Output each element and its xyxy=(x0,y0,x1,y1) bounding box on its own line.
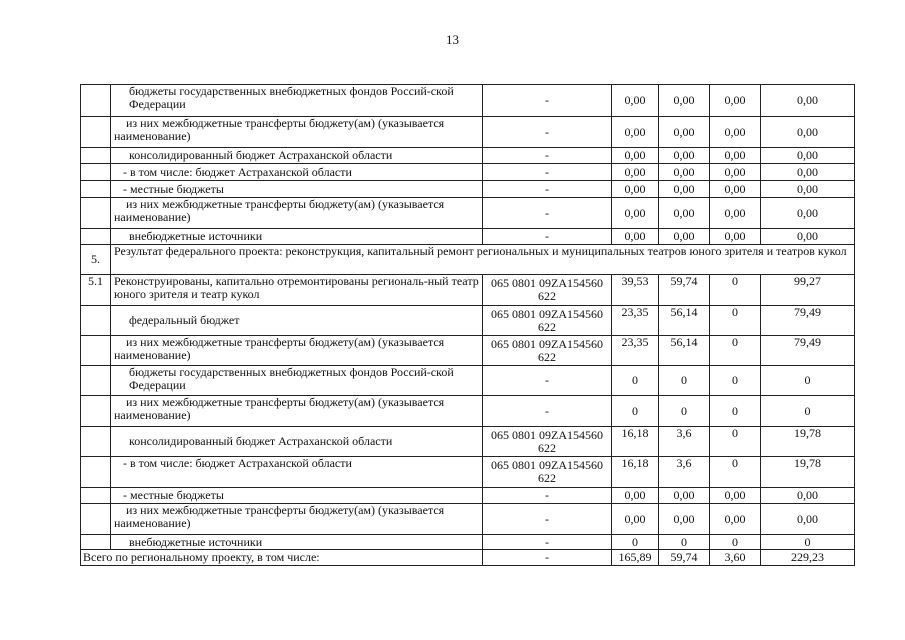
value-total: 0 xyxy=(761,396,855,427)
value-year-2: 0 xyxy=(659,535,710,550)
row-number xyxy=(81,181,111,198)
value-year-1: 0,00 xyxy=(612,164,659,181)
row-name: - в том числе: бюджет Астраханской области xyxy=(111,164,483,181)
value-year-3: 0,00 xyxy=(710,504,761,535)
row-code: 065 0801 09ZA154560 622 xyxy=(483,306,612,336)
row-code: 065 0801 09ZA154560 622 xyxy=(483,427,612,457)
total-sum: 229,23 xyxy=(761,550,855,566)
value-year-2: 0,00 xyxy=(659,148,710,164)
table-row xyxy=(81,336,855,366)
value-total: 0,00 xyxy=(761,198,855,229)
value-year-3: 0 xyxy=(710,396,761,427)
row-name: федеральный бюджет xyxy=(111,306,483,336)
value-year-3: 0 xyxy=(710,306,761,336)
value-year-2: 0,00 xyxy=(659,488,710,504)
row-name: из них межбюджетные трансферты бюджету(ам) (указывается наименование) xyxy=(111,336,483,366)
value-year-2: 0,00 xyxy=(659,229,710,245)
value-year-3: 0,00 xyxy=(710,148,761,164)
row-name: Реконструированы, капитально отремонтированы региональ-ный театр юного зрителя и театр кукол xyxy=(111,275,483,306)
row-name: внебюджетные источники xyxy=(111,535,483,550)
value-year-3: 0,00 xyxy=(710,85,761,117)
value-total: 79,49 xyxy=(761,306,855,336)
table-row xyxy=(81,366,855,396)
value-year-2: 56,14 xyxy=(659,336,710,366)
row-code: - xyxy=(483,148,612,164)
value-year-1: 0,00 xyxy=(612,504,659,535)
value-year-3: 0 xyxy=(710,275,761,306)
value-year-2: 56,14 xyxy=(659,306,710,336)
row-number xyxy=(81,229,111,245)
total-row xyxy=(81,550,855,566)
total-year-2: 59,74 xyxy=(659,550,710,566)
row-number xyxy=(81,427,111,457)
value-total: 99,27 xyxy=(761,275,855,306)
row-code: - xyxy=(483,229,612,245)
row-number xyxy=(81,535,111,550)
row-code: - xyxy=(483,488,612,504)
row-code: - xyxy=(483,396,612,427)
value-total: 19,78 xyxy=(761,427,855,457)
row-name: из них межбюджетные трансферты бюджету(ам) (указывается наименование) xyxy=(111,504,483,535)
table-row xyxy=(81,164,855,181)
row-code: - xyxy=(483,164,612,181)
total-code: - xyxy=(483,550,612,566)
row-number xyxy=(81,85,111,117)
table-row xyxy=(81,306,855,336)
value-year-3: 0,00 xyxy=(710,198,761,229)
value-year-2: 3,6 xyxy=(659,427,710,457)
row-code: - xyxy=(483,85,612,117)
total-year-3: 3,60 xyxy=(710,550,761,566)
value-year-1: 0,00 xyxy=(612,148,659,164)
table-row xyxy=(81,504,855,535)
value-total: 0,00 xyxy=(761,504,855,535)
value-year-3: 0,00 xyxy=(710,164,761,181)
value-year-2: 0 xyxy=(659,396,710,427)
value-year-1: 0 xyxy=(612,535,659,550)
section-title: Результат федерального проекта: реконструкция, капитальный ремонт региональных и муниципальных театров юного зрителя и театров кукол xyxy=(111,245,855,275)
total-year-1: 165,89 xyxy=(612,550,659,566)
table-row xyxy=(81,535,855,550)
row-name: консолидированный бюджет Астраханской области xyxy=(111,427,483,457)
value-year-1: 0,00 xyxy=(612,181,659,198)
value-year-2: 0,00 xyxy=(659,504,710,535)
table-row xyxy=(81,275,855,306)
row-number xyxy=(81,504,111,535)
row-code: - xyxy=(483,504,612,535)
row-name: внебюджетные источники xyxy=(111,229,483,245)
table-row xyxy=(81,229,855,245)
row-number xyxy=(81,198,111,229)
value-total: 0 xyxy=(761,366,855,396)
value-year-1: 39,53 xyxy=(612,275,659,306)
row-number xyxy=(81,148,111,164)
row-name: - местные бюджеты xyxy=(111,181,483,198)
row-name: из них межбюджетные трансферты бюджету(ам) (указывается наименование) xyxy=(111,117,483,148)
row-number xyxy=(81,457,111,488)
value-year-1: 0 xyxy=(612,396,659,427)
row-name: из них межбюджетные трансферты бюджету(ам) (указывается наименование) xyxy=(111,396,483,427)
value-total: 0,00 xyxy=(761,85,855,117)
row-code: 065 0801 09ZA154560 622 xyxy=(483,275,612,306)
row-number xyxy=(81,336,111,366)
value-total: 0,00 xyxy=(761,148,855,164)
value-year-3: 0 xyxy=(710,457,761,488)
value-year-1: 23,35 xyxy=(612,336,659,366)
row-code: - xyxy=(483,366,612,396)
row-code: - xyxy=(483,198,612,229)
table-row xyxy=(81,117,855,148)
row-code: - xyxy=(483,535,612,550)
value-year-3: 0,00 xyxy=(710,488,761,504)
section-row xyxy=(81,245,855,275)
row-number xyxy=(81,164,111,181)
table-row xyxy=(81,488,855,504)
value-year-2: 0,00 xyxy=(659,164,710,181)
table-row xyxy=(81,427,855,457)
value-year-2: 0,00 xyxy=(659,117,710,148)
value-year-2: 0 xyxy=(659,366,710,396)
value-year-1: 0,00 xyxy=(612,488,659,504)
value-year-3: 0,00 xyxy=(710,117,761,148)
row-code: - xyxy=(483,181,612,198)
table-row xyxy=(81,181,855,198)
table-row xyxy=(81,198,855,229)
row-number xyxy=(81,306,111,336)
row-number: 5.1 xyxy=(81,275,111,306)
value-total: 0,00 xyxy=(761,229,855,245)
row-number xyxy=(81,396,111,427)
value-year-1: 0,00 xyxy=(612,85,659,117)
row-code: 065 0801 09ZA154560 622 xyxy=(483,336,612,366)
value-total: 0,00 xyxy=(761,488,855,504)
value-year-3: 0 xyxy=(710,427,761,457)
row-number: 5. xyxy=(81,245,111,275)
value-total: 0,00 xyxy=(761,164,855,181)
value-year-2: 0,00 xyxy=(659,198,710,229)
table-row xyxy=(81,396,855,427)
value-year-1: 23,35 xyxy=(612,306,659,336)
table-row xyxy=(81,85,855,117)
value-total: 0,00 xyxy=(761,117,855,148)
value-year-3: 0 xyxy=(710,336,761,366)
table-row xyxy=(81,457,855,488)
value-year-2: 0,00 xyxy=(659,85,710,117)
value-year-3: 0,00 xyxy=(710,229,761,245)
table-row xyxy=(81,148,855,164)
value-year-1: 0 xyxy=(612,366,659,396)
value-year-3: 0,00 xyxy=(710,181,761,198)
row-name: из них межбюджетные трансферты бюджету(ам) (указывается наименование) xyxy=(111,198,483,229)
row-code: - xyxy=(483,117,612,148)
value-year-2: 59,74 xyxy=(659,275,710,306)
value-total: 0 xyxy=(761,535,855,550)
row-name: - местные бюджеты xyxy=(111,488,483,504)
row-number xyxy=(81,117,111,148)
row-number xyxy=(81,488,111,504)
value-year-2: 0,00 xyxy=(659,181,710,198)
page-number: 13 xyxy=(446,32,459,47)
value-year-1: 0,00 xyxy=(612,229,659,245)
value-year-3: 0 xyxy=(710,366,761,396)
budget-table xyxy=(80,84,855,566)
value-year-1: 0,00 xyxy=(612,198,659,229)
value-year-1: 0,00 xyxy=(612,117,659,148)
row-name: консолидированный бюджет Астраханской области xyxy=(111,148,483,164)
value-year-1: 16,18 xyxy=(612,427,659,457)
value-year-3: 0 xyxy=(710,535,761,550)
row-name: - в том числе: бюджет Астраханской области xyxy=(111,457,483,488)
value-total: 0,00 xyxy=(761,181,855,198)
value-total: 79,49 xyxy=(761,336,855,366)
row-number xyxy=(81,366,111,396)
row-name: бюджеты государственных внебюджетных фондов Россий-ской Федерации xyxy=(111,366,483,396)
row-code: 065 0801 09ZA154560 622 xyxy=(483,457,612,488)
total-label: Всего по региональному проекту, в том числе: xyxy=(81,550,483,566)
row-name: бюджеты государственных внебюджетных фондов Россий-ской Федерации xyxy=(111,85,483,117)
value-year-1: 16,18 xyxy=(612,457,659,488)
value-year-2: 3,6 xyxy=(659,457,710,488)
value-total: 19,78 xyxy=(761,457,855,488)
